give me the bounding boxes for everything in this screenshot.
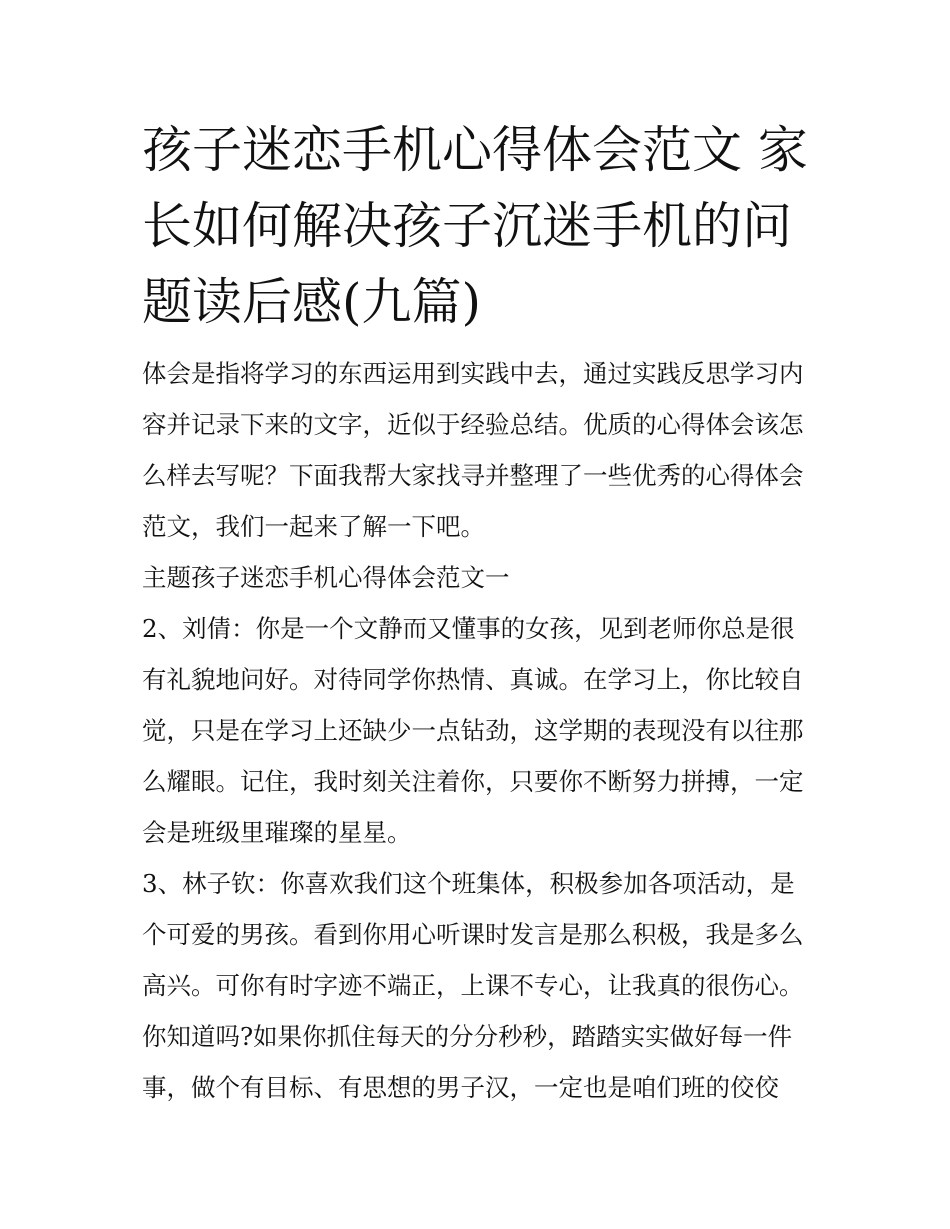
intro-paragraph: 体会是指将学习的东西运用到实践中去，通过实践反思学习内容并记录下来的文字，近似于经验总结。优质的心得体会该怎么样去写呢？下面我帮大家找寻并整理了一些优秀的心得体会范文，我们一起来了解一下吧。 xyxy=(142,359,804,541)
comment-paragraph-lin-ziqin: 3、林子钦：你喜欢我们这个班集体，积极参加各项活动，是个可爱的男孩。看到你用心听课时发言是那么积极，我是多么高兴。可你有时字迹不端正，上课不专心，让我真的很伤心。你知道吗?如果你抓住每天的分分秒秒，踏踏实实做好每一件事，做个有目标、有思想的男子汉，一定也是咱们班的佼佼 xyxy=(142,869,804,1102)
comment-paragraph-liu-qian: 2、刘倩：你是一个文静而又懂事的女孩，见到老师你总是很有礼貌地问好。对待同学你热情、真诚。在学习上，你比较自觉，只是在学习上还缺少一点钻劲，这学期的表现没有以往那么耀眼。记住，我时刻关注着你，只要你不断努力拼搏，一定会是班级里璀璨的星星。 xyxy=(142,614,804,847)
document-page xyxy=(142,112,814,1113)
section-heading: 主题孩子迷恋手机心得体会范文一 xyxy=(142,563,510,592)
document-title: 孩子迷恋手机心得体会范文 家长如何解决孩子沉迷手机的问题读后感(九篇) xyxy=(142,121,808,331)
